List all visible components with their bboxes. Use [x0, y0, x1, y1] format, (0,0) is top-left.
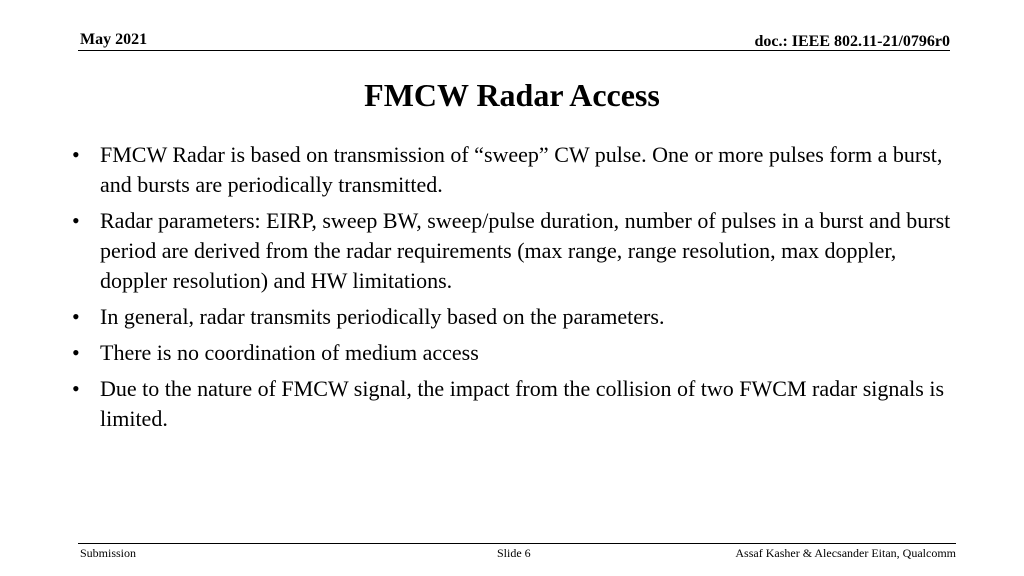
bullet-text: Radar parameters: EIRP, sweep BW, sweep/pulse duration, number of pulses in a burst and burst period are derived from the radar requirements (max range, range resolution, max doppler, doppler resolution) and HW limitations.: [100, 208, 951, 293]
bullet-dot-icon: •: [72, 208, 80, 233]
bullet-item: [72, 338, 952, 368]
bullet-text: In general, radar transmits periodically based on the parameters.: [100, 304, 665, 329]
footer-authors: Assaf Kasher & Alecsander Eitan, Qualcomm: [735, 546, 956, 560]
bullet-item: [72, 302, 952, 332]
footer-divider: [78, 543, 956, 544]
header-doc-id: doc.: IEEE 802.11-21/0796r0: [754, 33, 950, 50]
bullet-item: [72, 206, 952, 296]
bullet-dot-icon: •: [72, 376, 80, 401]
footer-submission: Submission: [80, 546, 137, 560]
bullet-list: [72, 140, 952, 440]
footer-slide-number: Slide 6: [497, 546, 531, 560]
bullet-item: [72, 374, 952, 434]
bullet-text: Due to the nature of FMCW signal, the impact from the collision of two FWCM radar signals is limited.: [100, 376, 945, 431]
bullet-dot-icon: •: [72, 340, 80, 365]
bullet-dot-icon: •: [72, 142, 80, 167]
header-date: May 2021: [80, 31, 148, 48]
header-divider: [78, 50, 950, 51]
bullet-item: [72, 140, 952, 200]
bullet-dot-icon: •: [72, 304, 80, 329]
slide-title: FMCW Radar Access: [364, 77, 660, 113]
bullet-text: There is no coordination of medium access: [100, 340, 479, 365]
bullet-text: FMCW Radar is based on transmission of “sweep” CW pulse. One or more pulses form a burst, and bursts are periodically transmitted.: [100, 142, 943, 197]
